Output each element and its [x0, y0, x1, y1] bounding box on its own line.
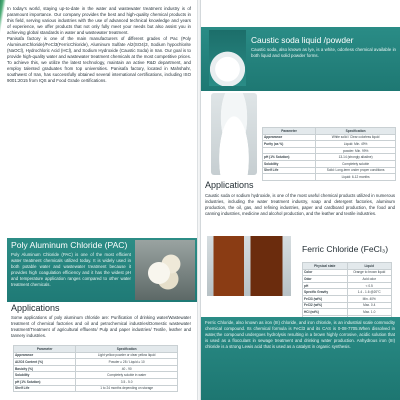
table-cell-value: Liquid: Min. 49% [316, 141, 396, 148]
ferric-chloride-spec-table [302, 262, 392, 322]
table-row [303, 295, 392, 302]
table-row [263, 147, 396, 154]
table-row [14, 378, 178, 385]
pac-spec-table [13, 345, 178, 392]
table-cell-parameter: Odor [303, 276, 348, 283]
table-row [303, 302, 392, 309]
ferric-chloride-title: Ferric Chloride (FeCl₃) [302, 244, 389, 254]
table-cell-value: Orange to brown liquid [347, 269, 392, 276]
table-row [303, 269, 392, 276]
table-header: Specification [316, 128, 396, 135]
table-row [263, 160, 396, 167]
table-header: Specification [76, 346, 178, 353]
table-cell-value: Liquid: 6-12 months [316, 174, 396, 181]
table-cell-parameter: Shelf Life [263, 167, 316, 174]
table-cell-value: < 0.5 [347, 282, 392, 289]
caustic-soda-description: Caustic soda, also known as lye, is a white, odorless chemical available in both liquid and solid powder forms. [251, 47, 396, 58]
table-row [14, 385, 178, 392]
table-cell-value: Completely soluble [316, 160, 396, 167]
caustic-soda-title: Caustic soda liquid /powder [251, 35, 354, 45]
table-cell-parameter: Basicity (%) [14, 365, 76, 372]
table-cell-value: Max. 0.4 [347, 302, 392, 309]
table-cell-parameter: HCl (wt%) [303, 309, 348, 316]
table-row [263, 174, 396, 181]
intro-paragraph: In today's world, staying up-to-date in the water and wastewater treatment industry is of paramount importance. Our company provides the best and high-quality chemical products in this field, serving various industries with the use of advanced technical knowledge and years of experience, we offer products that not only fully meet your needs but also assist you in achieving global standards in water and wastewater treatment. [7, 6, 191, 35]
table-row [263, 154, 396, 161]
table-cell-parameter [263, 174, 316, 181]
table-cell-parameter: FeCl2 (wt%) [303, 302, 348, 309]
table-cell-value: 1 to 24 months depending on storage [76, 385, 178, 392]
ferric-chloride-photo [207, 236, 291, 296]
table-row [14, 359, 178, 366]
table-row [14, 372, 178, 379]
table-row [14, 352, 178, 359]
caustic-soda-powder-photo [211, 93, 257, 175]
pac-title: Poly Aluminum Chloride (PAC) [11, 240, 128, 250]
table-cell-parameter: FeCl3 (wt%) [303, 295, 348, 302]
table-row [303, 309, 392, 316]
table-cell-value: Acid odor [347, 276, 392, 283]
table-cell-parameter: pH (1% Solution) [263, 154, 316, 161]
table-cell-parameter: Purity (as %) [263, 141, 316, 148]
caustic-soda-spec-table [262, 127, 396, 181]
pac-product-photo [135, 240, 195, 300]
table-header: Parameter [14, 346, 76, 353]
table-cell-parameter: Specific Gravity [303, 289, 348, 296]
caustic-soda-applications-heading: Applications [205, 180, 254, 190]
table-header: Physical state [303, 263, 348, 270]
table-cell-value: Max. 1.0 [347, 309, 392, 316]
table-cell-parameter: pH [303, 282, 348, 289]
ferric-chloride-banner [201, 317, 400, 400]
table-cell-parameter: pH (1% Solution) [14, 378, 76, 385]
table-cell-parameter [263, 147, 316, 154]
table-cell-value: Min. 40% [347, 295, 392, 302]
table-cell-value: 3.5 - 5.0 [76, 378, 178, 385]
table-cell-parameter: Color [303, 269, 348, 276]
table-row [263, 134, 396, 141]
table-cell-value: Powder ≥ 28 / Liquid ≥ 10 [76, 359, 178, 366]
intro-paragraph: Panisafa factory is one of the main manufacturers of different grades of Pac (Poly AluminumChloride)/FeCl3(FerricChloride), Aluminum Sulfate Al2(SO4)3, Sodium hypochlorite (NaOCl), Hydrochloric Acid (HCl), and Sodium Hydroxide (Caustic Soda) in Iran. Our goal is to provide high-quality water and wastewater treatment chemicals at the most competitive prices. To achieve this, we utilize the latest technology, maintain an active R&D department, and employ talented graduates from top universities. Panisafa factory, located in Mahshahr, southwest of Iran, has successfully obtained several international certifications, including ISO 9001:2015 from IQS and Food Grade certifications. [7, 36, 191, 83]
table-cell-value: 13-14 (strongly alkaline) [316, 154, 396, 161]
table-row [263, 167, 396, 174]
table-cell-value: 1.4 - 1.6 @20°C [347, 289, 392, 296]
caustic-soda-banner [201, 27, 400, 91]
table-cell-value: Completely soluble in water [76, 372, 178, 379]
table-cell-value: powder: Min. 99% [316, 147, 396, 154]
table-row [14, 365, 178, 372]
pac-description: Poly Aluminum Chloride (PAC) is one of the most efficient water treatment chemicals utilized today. It is widely used in both potable water and wastewater treatment because it provides high coagulation efficiency and it has the widest pH and temperature application ranges compared to other water treatment chemicals. [11, 252, 131, 287]
table-cell-value: Solid: Long-term under proper conditions [316, 167, 396, 174]
pac-banner [7, 238, 197, 302]
table-header: Parameter [263, 128, 316, 135]
table-row [303, 282, 392, 289]
table-cell-value: 40 - 90 [76, 365, 178, 372]
caustic-soda-applications-text: Caustic soda or sodium hydroxide, is one of the most useful chemical products utilized in numerous industries, including the water treatment industry, soap and detergent factories, aluminum production, the oil, gas, and refining industries, paper and cardboard production, the food and canning industries, medicine and alcohol production, and the leather and textile industries. [205, 193, 395, 216]
caustic-soda-photo [209, 30, 246, 86]
table-header: Liquid [347, 263, 392, 270]
company-intro [7, 6, 191, 84]
table-row [263, 141, 396, 148]
table-cell-parameter: Solubility [14, 372, 76, 379]
table-cell-parameter: Shelf Life [14, 385, 76, 392]
table-row [303, 276, 392, 283]
table-row [303, 289, 392, 296]
table-cell-value: Light yellow powder or clear yellow liquid [76, 352, 178, 359]
table-cell-parameter: Solubility [263, 160, 316, 167]
pac-applications-text: Some applications of poly aluminum chloride are: Purification of drinking water/Wastewater treatment of chemical factories and oil and petrochemical industries/Domestic wastewater treatment/Treatment of agricultural effluents/ Pulp and paper industries/ Textile, leather and tannery industries. [11, 315, 191, 338]
table-cell-parameter: Al2O3 Content (%) [14, 359, 76, 366]
table-cell-parameter: Appearance [14, 352, 76, 359]
table-cell-parameter: Appearance [263, 134, 316, 141]
pac-applications-heading: Applications [11, 303, 60, 313]
ferric-chloride-description: Ferric Chloride, also known as iron (III) chloride, and iron chloride, is an industrial scale commodity chemical compound. Its chemical formula is FeCl3 and its CAS is 0-08-7705.When dissolved in water,the compound undergoes hydrolysis resulting in a brown highly corrosive, acidic solution that is used as a flocculant in sewage treatment and drinking water production. Anhydrous iron (III) chloride is a strong Lewis acid that is used as a catalyst in organic synthesis. [205, 320, 395, 349]
table-cell-value: White solid / Clear colorless liquid [316, 134, 396, 141]
